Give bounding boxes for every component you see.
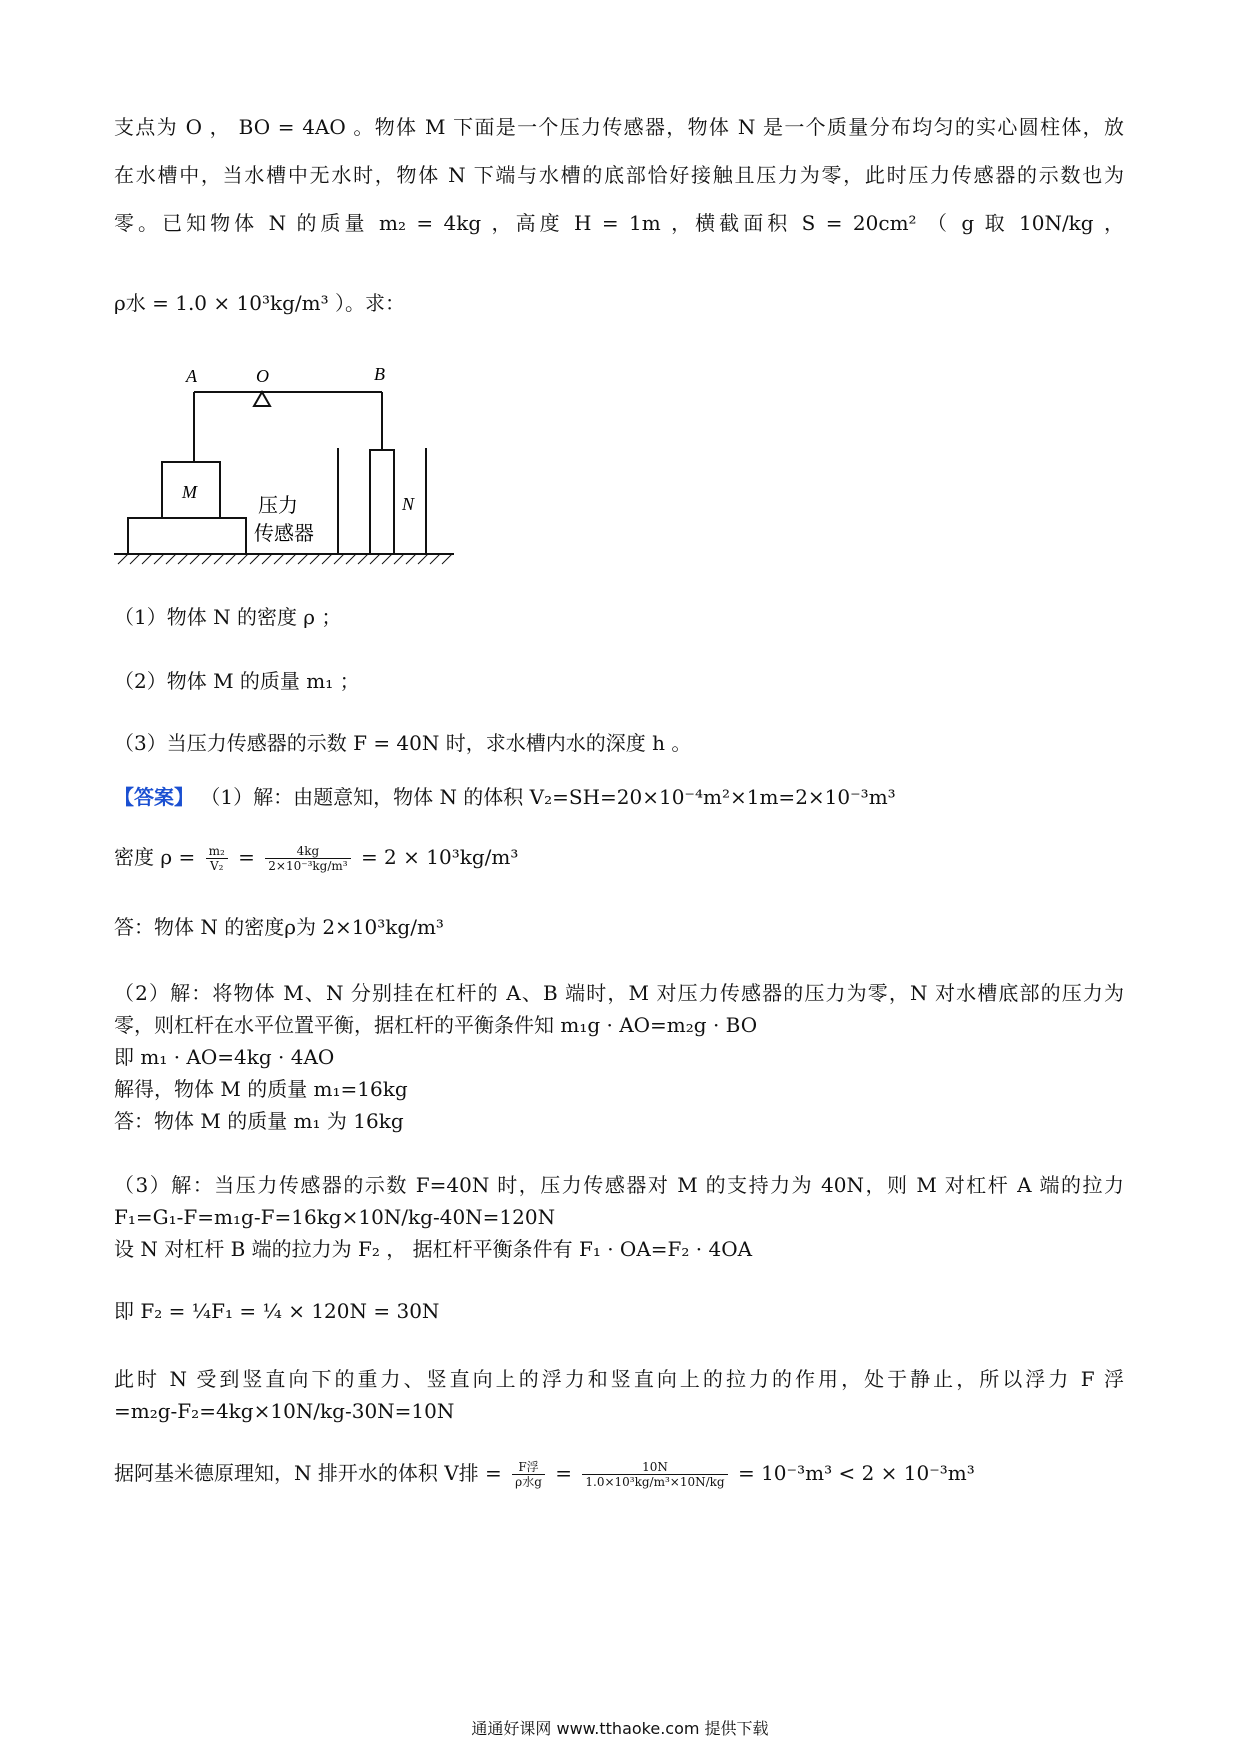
sensor-label-1: 压力 (258, 493, 298, 517)
answer-p3-volume-line: 据阿基米德原理知，N 排开水的体积 V排 = $\frac{\text{F浮}}{\text{ρ水g}}$ = $\frac{10N}{\text{1.0×10³kg/m³×10N/kg}}$ = 10⁻³m³ < 2 × 10⁻³m³ (114, 1460, 975, 1489)
question-1: （1）物体 N 的密度 ρ ； (114, 605, 342, 629)
volume-frac-2-num: 10N (582, 1460, 727, 1475)
volume-result: = 10⁻³m³ < 2 × 10⁻³m³ (737, 1461, 975, 1485)
volume-frac-1 (512, 1460, 545, 1489)
equation-prefix: 即 (114, 1299, 134, 1323)
intro-line-3: 零。已知物体 N 的质量 m₂ = 4kg ，高度 H = 1m ，横截面积 S = 20cm² （ g 取 10N/kg ， (114, 211, 1124, 235)
volume-frac-2-den: 1.0×10³kg/m³×10N/kg (585, 1475, 725, 1489)
cylinder-n (370, 450, 394, 554)
answer-p2-line3: 即 m₁ · AO=4kg · 4AO (114, 1045, 335, 1069)
pressure-sensor (128, 518, 246, 554)
answer-p3-line3: 设 N 对杠杆 B 端的拉力为 F₂ ， 据杠杆平衡条件有 F₁ · OA=F₂ · 4OA (114, 1237, 753, 1261)
density-result: = 2 × 10³kg/m³ (360, 845, 519, 869)
density-frac-2-num: 4kg (265, 844, 350, 859)
answer-p2-line4: 解得，物体 M 的质量 m₁=16kg (114, 1077, 408, 1101)
volume-prefix: 据阿基米德原理知，N 排开水的体积 (114, 1461, 438, 1485)
label-m: M (182, 482, 197, 502)
answer-p3-line6: =m₂g-F₂=4kg×10N/kg-30N=10N (114, 1399, 455, 1423)
answer-p3-line2: F₁=G₁-F=m₁g-F=16kg×10N/kg-40N=120N (114, 1205, 556, 1229)
intro-line-2: 在水槽中，当水槽中无水时，物体 N 下端与水槽的底部恰好接触且压力为零，此时压力传感器的示数也为 (114, 163, 1124, 187)
intro-line-4: ρ水 = 1.0 × 10³kg/m³ ）。求： (114, 291, 405, 315)
volume-frac-2 (582, 1460, 727, 1489)
density-frac-1 (206, 844, 228, 873)
answer-p2-line1: （2）解：将物体 M、N 分别挂在杠杆的 A、B 端时，M 对压力传感器的压力为零，N 对水槽底部的压力为 (114, 981, 1124, 1005)
sensor-label-2: 传感器 (254, 521, 314, 545)
density-frac-1-num: m₂ (206, 844, 228, 859)
equation-f2: F₂ = ¼F₁ = ¼ × 120N = 30N (140, 1299, 440, 1323)
volume-frac-1-num: F浮 (512, 1460, 545, 1475)
label-a: A (186, 366, 197, 386)
question-2: （2）物体 M 的质量 m₁ ； (114, 669, 360, 693)
density-prefix: 密度 (114, 845, 154, 869)
lever-diagram (114, 360, 474, 570)
answer-p3-equation (114, 1294, 1124, 1328)
answer-p1-text: （1）解：由题意知，物体 N 的体积 V₂=SH=20×10⁻⁴m²×1m=2×10⁻³m³ (200, 785, 896, 809)
label-o: O (256, 366, 269, 386)
answer-tag: 【答案】 (114, 785, 194, 809)
answer-p3-line1: （3）解：当压力传感器的示数 F=40N 时，压力传感器对 M 的支持力为 40N，则 M 对杠杆 A 端的拉力 (114, 1173, 1124, 1197)
answer-p2-line2: 零，则杠杆在水平位置平衡，据杠杆的平衡条件知 m₁g · AO=m₂g · BO (114, 1013, 758, 1037)
intro-line-1: 支点为 O ， BO = 4AO 。物体 M 下面是一个压力传感器，物体 N 是一个质量分布均匀的实心圆柱体，放 (114, 115, 1124, 139)
density-frac-1-den: V₂ (209, 859, 224, 873)
answer-density-line: 密度 ρ = $\frac{\text{m₂}}{\text{V₂}}$ = $\frac{4kg}{\text{2×10⁻³kg/m³}}$ = 2 × 10³kg/m³ (114, 844, 519, 873)
answer-p1-conclusion: 答：物体 N 的密度ρ为 2×10³kg/m³ (114, 915, 444, 939)
fulcrum-icon (254, 392, 270, 406)
density-frac-2 (265, 844, 350, 873)
label-n: N (402, 494, 415, 514)
answer-p3-line5: 此时 N 受到竖直向下的重力、竖直向上的浮力和竖直向上的拉力的作用，处于静止，所以浮力 F 浮 (114, 1367, 1124, 1391)
page-footer: 通通好课网 www.tthaoke.com 提供下载 (471, 1719, 769, 1738)
question-3: （3）当压力传感器的示数 F = 40N 时，求水槽内水的深度 h 。 (114, 731, 692, 755)
density-lhs: ρ = (160, 845, 196, 869)
density-frac-2-den: 2×10⁻³kg/m³ (268, 859, 348, 873)
answer-p2-line5: 答：物体 M 的质量 m₁ 为 16kg (114, 1109, 404, 1133)
volume-lhs: V排 = (444, 1461, 502, 1485)
answer-p1-line1 (114, 780, 1124, 814)
volume-frac-1-den: ρ水g (515, 1475, 542, 1489)
label-b: B (374, 364, 385, 384)
